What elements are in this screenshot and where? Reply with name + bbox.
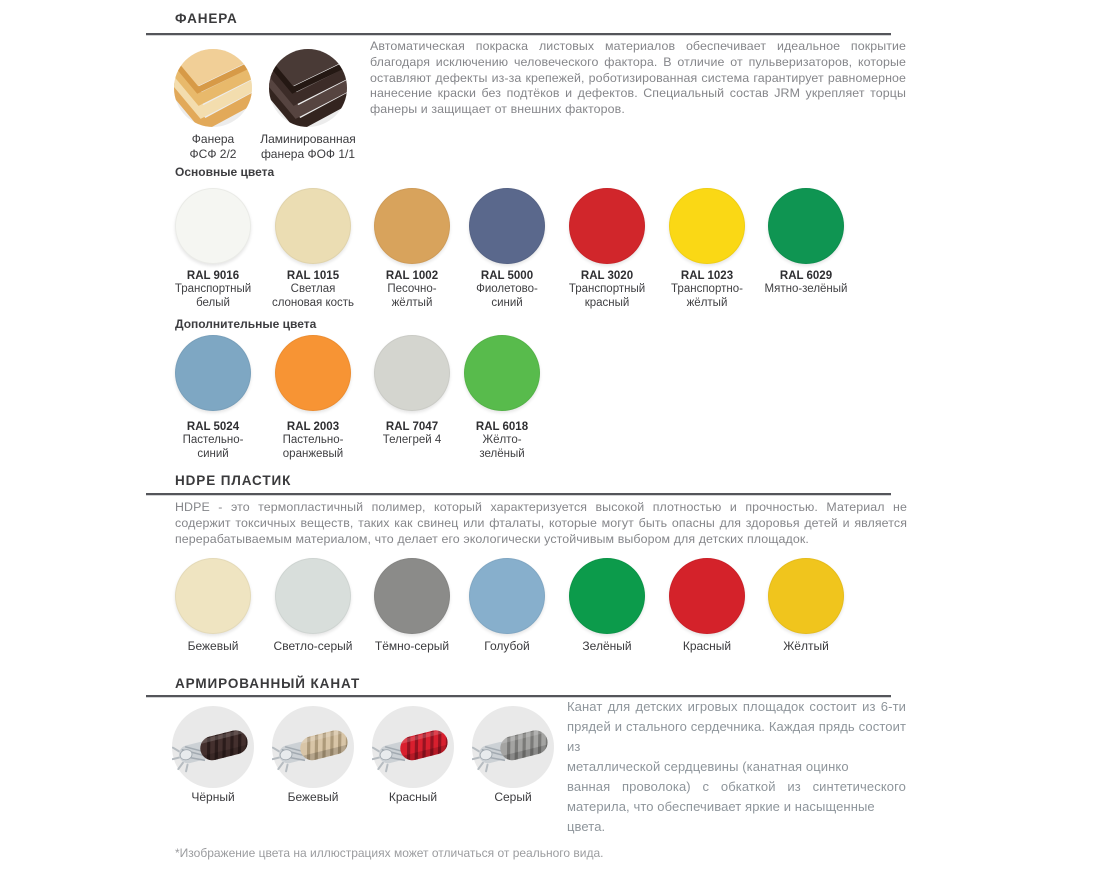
rope-section-title: АРМИРОВАННЫЙ КАНАТ [175, 676, 361, 691]
color-circle [569, 188, 645, 264]
swatch-ral-1002: RAL 1002 Песочно- жёлтый [352, 188, 472, 311]
swatch-ral-5024: RAL 5024 Пастельно- синий [153, 335, 273, 462]
plywood-fof-image [269, 49, 347, 127]
color-circle [374, 558, 450, 634]
swatch-hdpe-dark-gray: Тёмно-серый [352, 558, 472, 654]
plywood-fsf-image [174, 49, 252, 127]
color-disclaimer-note: *Изображение цвета на иллюстрациях может отличаться от реального вида. [175, 846, 604, 860]
swatch-ral-6018: RAL 6018 Жёлто- зелёный [442, 335, 562, 462]
rope-gray-image [472, 706, 554, 788]
swatch-hdpe-light-gray: Светло-серый [253, 558, 373, 654]
rope-sample-gray [453, 706, 573, 805]
plywood-sample-label: Фанера ФСФ 2/2 [189, 132, 237, 161]
swatch-hdpe-beige: Бежевый [153, 558, 273, 654]
color-circle [175, 188, 251, 264]
color-circle [669, 188, 745, 264]
swatch-ral-7047: RAL 7047 Телегрей 4 [352, 335, 472, 448]
swatch-ral-1015: RAL 1015 Светлая слоновая кость [253, 188, 373, 311]
color-circle [768, 188, 844, 264]
color-circle [275, 558, 351, 634]
rope-sample-label: Бежевый [287, 790, 339, 804]
color-circle [374, 188, 450, 264]
swatch-hdpe-green: Зелёный [547, 558, 667, 654]
hdpe-paragraph: HDPE - это термопластичный полимер, который характеризуется высокой плотностью и прочностью. Материал не содержит токсичных веществ, таких как свинец или фталаты, которые могут быть опасны для здоровья детей и является перерабатываемым материалом, что делает его экологически устойчивым выбором для детских площадок. [175, 500, 907, 546]
color-circle [469, 188, 545, 264]
main-colors-label: Основные цвета [175, 165, 275, 179]
plywood-section-title: ФАНЕРА [175, 11, 238, 26]
color-circle [175, 335, 251, 411]
rope-sample-label: Серый [494, 790, 532, 804]
color-circle [275, 188, 351, 264]
swatch-ral-2003: RAL 2003 Пастельно- оранжевый [253, 335, 373, 462]
rope-sample-label: Чёрный [191, 790, 235, 804]
color-circle [768, 558, 844, 634]
swatch-hdpe-blue: Голубой [447, 558, 567, 654]
swatch-ral-9016: RAL 9016 Транспортный белый [153, 188, 273, 311]
section-divider [146, 493, 891, 496]
swatch-ral-1023: RAL 1023 Транспортно- жёлтый [647, 188, 767, 311]
color-circle [374, 335, 450, 411]
rope-sample-label: Красный [388, 790, 438, 804]
color-circle [469, 558, 545, 634]
swatch-hdpe-red: Красный [647, 558, 767, 654]
additional-colors-label: Дополнительные цвета [175, 317, 317, 331]
plywood-sample-fof [248, 49, 368, 161]
color-circle [669, 558, 745, 634]
rope-black-image [172, 706, 254, 788]
rope-paragraph: Канат для детских игровых площадок состоит из 6-ти прядей и стального сердечника. Каждая прядь состоит из металлической сердцевины (канатная оцинко ванная проволока) с обкаткой из синтетического материла, что обеспечивает яркие и насыщенные цвета. [567, 699, 906, 834]
rope-red-image [372, 706, 454, 788]
plywood-paragraph: Автоматическая покраска листовых материалов обеспечивает идеальное покрытие благодаря исключению человеческого фактора. В отличие от пульверизаторов, которые оставляют дефекты из-за крепежей, роботизированная система гарантирует равномерное нанесение краски без подтёков и дефектов. Специальный состав JRM укрепляет торцы фанеры и защищает от внешних факторов. [370, 39, 906, 117]
swatch-hdpe-yellow: Жёлтый [746, 558, 866, 654]
swatch-ral-6029: RAL 6029 Мятно-зелёный [746, 188, 866, 297]
plywood-sample-label: Ламинированная фанера ФОФ 1/1 [260, 132, 356, 161]
color-circle [275, 335, 351, 411]
swatch-ral-5000: RAL 5000 Фиолетово- синий [447, 188, 567, 311]
section-divider [146, 33, 891, 36]
color-circle [175, 558, 251, 634]
rope-beige-image [272, 706, 354, 788]
hdpe-section-title: HDPE ПЛАСТИК [175, 473, 292, 488]
swatch-ral-3020: RAL 3020 Транспортный красный [547, 188, 667, 311]
color-circle [464, 335, 540, 411]
color-circle [569, 558, 645, 634]
